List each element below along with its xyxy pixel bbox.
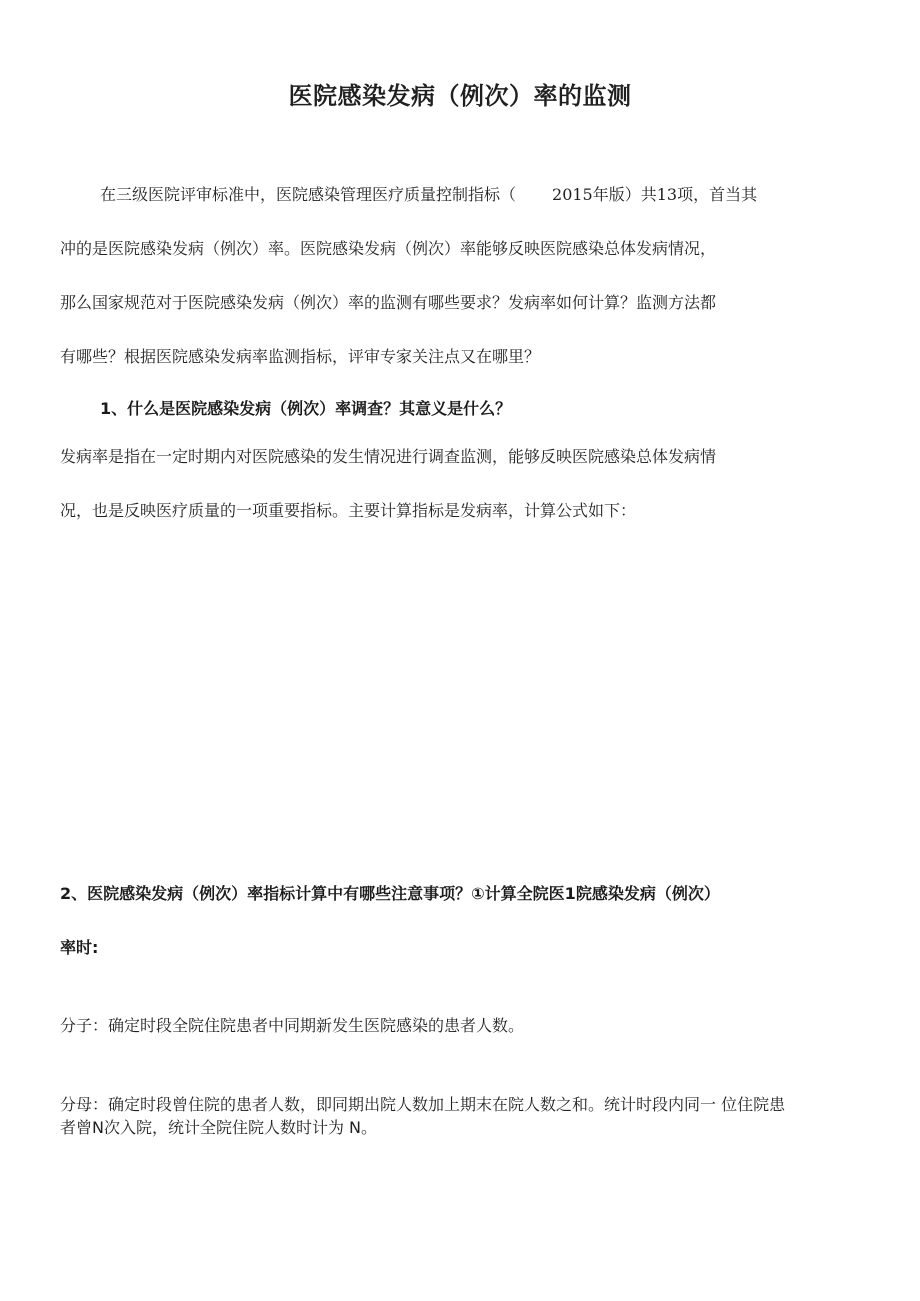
numerator-definition: 分子：确定时段全院住院患者中同期新发生医院感染的患者人数。 bbox=[60, 1016, 525, 1035]
section-1-para-line-2: 况，也是反映医疗质量的一项重要指标。主要计算指标是发病率，计算公式如下： bbox=[60, 501, 637, 520]
document-title: 医院感染发病（例次）率的监测 bbox=[288, 82, 632, 110]
formula-placeholder-blank bbox=[60, 540, 860, 840]
intro-line-1-year: 2015年版）共13项，首当其 bbox=[552, 185, 758, 204]
intro-line-1-text: 在三级医院评审标准中，医院感染管理医疗质量控制指标（ bbox=[100, 185, 517, 204]
intro-line-3: 那么国家规范对于医院感染发病（例次）率的监测有哪些要求？发病率如何计算？监测方法都 bbox=[60, 293, 717, 312]
denominator-definition-line-1: 分母：确定时段曾住院的患者人数，即同期出院人数加上期末在院人数之和。统计时段内同一 位住院患 bbox=[60, 1095, 786, 1114]
intro-line-4: 有哪些？根据医院感染发病率监测指标，评审专家关注点又在哪里？ bbox=[60, 347, 541, 366]
section-2-heading-line-2: 率时: bbox=[60, 938, 99, 957]
section-1-heading: 1、什么是医院感染发病（例次）率调查？其意义是什么？ bbox=[100, 399, 512, 418]
denominator-definition-line-2: 者曾N次入院，统计全院住院人数时计为 N。 bbox=[60, 1118, 378, 1137]
intro-line-2: 冲的是医院感染发病（例次）率。医院感染发病（例次）率能够反映医院感染总体发病情况， bbox=[60, 239, 717, 258]
intro-line-1 bbox=[100, 184, 757, 206]
section-2-heading-line-1: 2、医院感染发病（例次）率指标计算中有哪些注意事项？①计算全院医1院感染发病（例次） bbox=[60, 884, 720, 903]
section-1-para-line-1: 发病率是指在一定时期内对医院感染的发生情况进行调查监测，能够反映医院感染总体发病情 bbox=[60, 447, 717, 466]
